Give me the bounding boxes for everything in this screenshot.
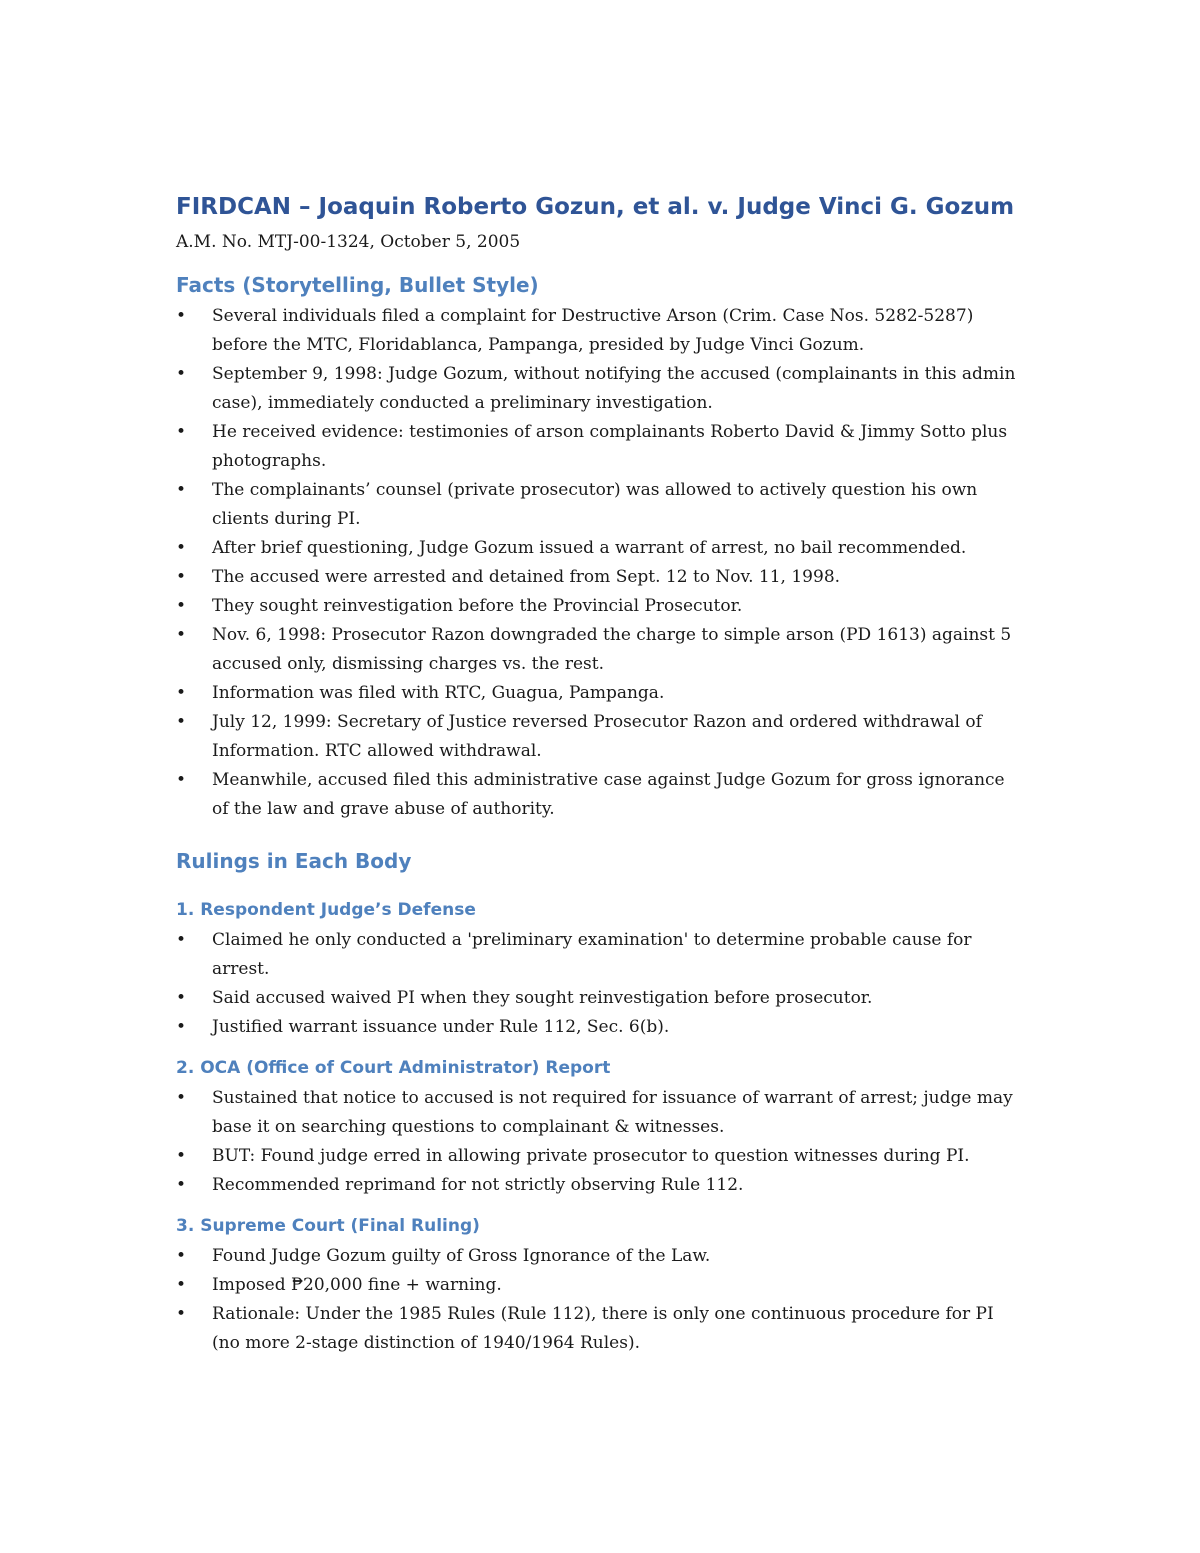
document-content — [176, 190, 1026, 1358]
bullet-item: • Claimed he only conducted a 'preliminary examination' to determine probable cause for arrest. — [176, 926, 1026, 984]
bullet-item: • The accused were arrested and detained from Sept. 12 to Nov. 11, 1998. — [176, 563, 1026, 592]
bullet-item: • Meanwhile, accused filed this administrative case against Judge Gozum for gross ignorance of the law and grave abuse of authority. — [176, 766, 1026, 824]
defense-list — [176, 926, 1026, 1042]
case-citation: A.M. No. MTJ-00-1324, October 5, 2005 — [176, 232, 521, 252]
supreme-court-heading: 3. Supreme Court (Final Ruling) — [176, 1216, 480, 1236]
oca-list — [176, 1084, 1026, 1200]
bullet-item: • Imposed ₱20,000 fine + warning. — [176, 1271, 1026, 1300]
oca-heading: 2. OCA (Office of Court Administrator) Report — [176, 1058, 611, 1078]
bullet-item: • Nov. 6, 1998: Prosecutor Razon downgraded the charge to simple arson (PD 1613) against 5 accused only, dismissing charges vs. the rest. — [176, 621, 1026, 679]
bullet-item: • He received evidence: testimonies of arson complainants Roberto David & Jimmy Sotto plus photographs. — [176, 418, 1026, 476]
bullet-item: • Several individuals filed a complaint for Destructive Arson (Crim. Case Nos. 5282-5287) before the MTC, Floridablanca, Pampanga, presided by Judge Vinci Gozum. — [176, 302, 1026, 360]
facts-list — [176, 302, 1026, 824]
bullet-item: • Recommended reprimand for not strictly observing Rule 112. — [176, 1171, 1026, 1200]
bullet-item: • Found Judge Gozum guilty of Gross Ignorance of the Law. — [176, 1242, 1026, 1271]
bullet-item: • Information was filed with RTC, Guagua, Pampanga. — [176, 679, 1026, 708]
bullet-item: • Sustained that notice to accused is not required for issuance of warrant of arrest; judge may base it on searching questions to complainant & witnesses. — [176, 1084, 1026, 1142]
supreme-court-list — [176, 1242, 1026, 1358]
bullet-item: • BUT: Found judge erred in allowing private prosecutor to question witnesses during PI. — [176, 1142, 1026, 1171]
bullet-item: • Said accused waived PI when they sought reinvestigation before prosecutor. — [176, 984, 1026, 1013]
bullet-item: • September 9, 1998: Judge Gozum, without notifying the accused (complainants in this admin case), immediately conducted a preliminary investigation. — [176, 360, 1026, 418]
bullet-item: • July 12, 1999: Secretary of Justice reversed Prosecutor Razon and ordered withdrawal of Information. RTC allowed withdrawal. — [176, 708, 1026, 766]
bullet-item: • The complainants’ counsel (private prosecutor) was allowed to actively question his own clients during PI. — [176, 476, 1026, 534]
bullet-item: • They sought reinvestigation before the Provincial Prosecutor. — [176, 592, 1026, 621]
bullet-item: • Rationale: Under the 1985 Rules (Rule 112), there is only one continuous procedure for PI (no more 2-stage distinction of 1940/1964 Rules). — [176, 1300, 1026, 1358]
rulings-heading: Rulings in Each Body — [176, 849, 412, 873]
defense-heading: 1. Respondent Judge’s Defense — [176, 900, 476, 920]
bullet-item: • Justified warrant issuance under Rule 112, Sec. 6(b). — [176, 1013, 1026, 1042]
document-title: FIRDCAN – Joaquin Roberto Gozun, et al. v. Judge Vinci G. Gozum — [176, 194, 1015, 220]
facts-heading: Facts (Storytelling, Bullet Style) — [176, 273, 539, 297]
bullet-item: • After brief questioning, Judge Gozum issued a warrant of arrest, no bail recommended. — [176, 534, 1026, 563]
